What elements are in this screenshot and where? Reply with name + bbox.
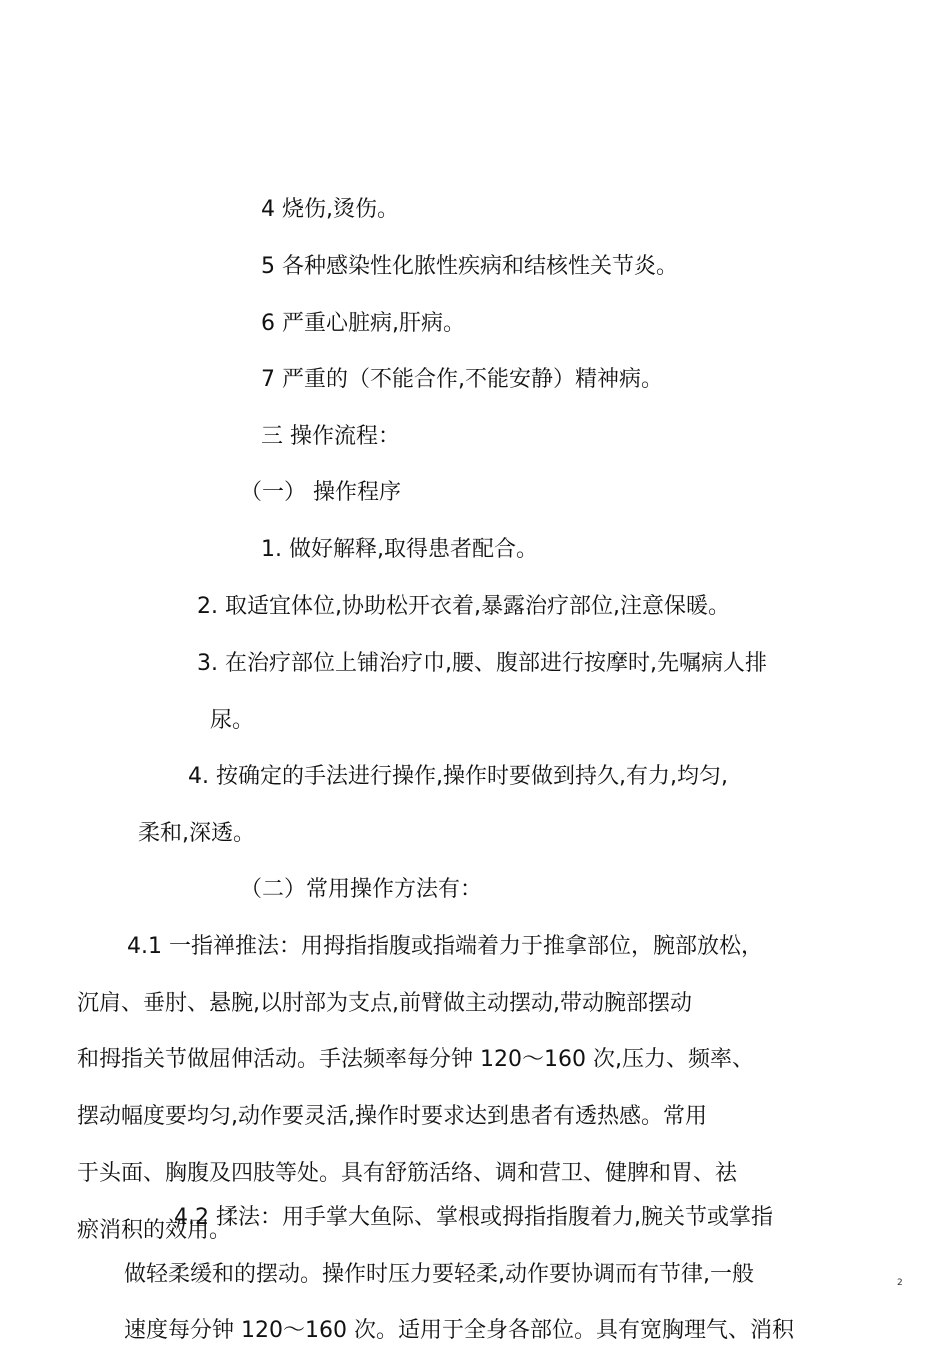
subsection-heading-1: （一） 操作程序: [240, 480, 401, 505]
method-4-2: 4.2 揉法：用手掌大鱼际、掌根或拇指指腹着力,腕关节或掌指: [174, 1205, 773, 1230]
method-4-2-line-2: 做轻柔缓和的摆动。操作时压力要轻柔,动作要协调而有节律,一般: [124, 1262, 754, 1287]
method-4-1-line-2: 沉肩、垂肘、悬腕,以肘部为支点,前臂做主动摆动,带动腕部摆动: [77, 991, 692, 1016]
method-4-2-line-3: 速度每分钟 120～160 次。适用于全身各部位。具有宽胸理气、消积: [124, 1318, 794, 1343]
contraindication-7: 7 严重的（不能合作,不能安静）精神病。: [261, 367, 663, 392]
method-4-1: 4.1 一指禅推法：用拇指指腹或指端着力于推拿部位，腕部放松，: [127, 934, 763, 959]
step-4: 4. 按确定的手法进行操作,操作时要做到持久,有力,均匀,: [188, 764, 728, 789]
method-4-1-line-5: 于头面、胸腹及四肢等处。具有舒筋活络、调和营卫、健脾和胃、祛: [77, 1161, 738, 1186]
method-4-1-line-4: 摆动幅度要均匀,动作要灵活,操作时要求达到患者有透热感。常用: [77, 1104, 707, 1129]
contraindication-6: 6 严重心脏病,肝病。: [261, 311, 465, 336]
step-1: 1. 做好解释,取得患者配合。: [261, 537, 538, 562]
subsection-heading-2: （二）常用操作方法有：: [240, 877, 483, 902]
contraindication-4: 4 烧伤,烫伤。: [261, 197, 399, 222]
step-3: 3. 在治疗部位上铺治疗巾,腰、腹部进行按摩时,先嘱病人排: [197, 651, 767, 676]
method-4-1-line-3: 和拇指关节做屈伸活动。手法频率每分钟 120～160 次,压力、频率、: [77, 1047, 754, 1072]
step-2: 2. 取适宜体位,协助松开衣着,暴露治疗部位,注意保暖。: [197, 594, 730, 619]
contraindication-5: 5 各种感染性化脓性疾病和结核性关节炎。: [261, 254, 678, 279]
step-3-continued: 尿。: [210, 708, 255, 733]
method-4-1-line-6: 瘀消积的效用。: [77, 1218, 232, 1243]
step-4-continued: 柔和,深透。: [138, 821, 255, 846]
section-heading-3: 三 操作流程：: [261, 424, 400, 449]
page-number: 2: [897, 1278, 903, 1288]
